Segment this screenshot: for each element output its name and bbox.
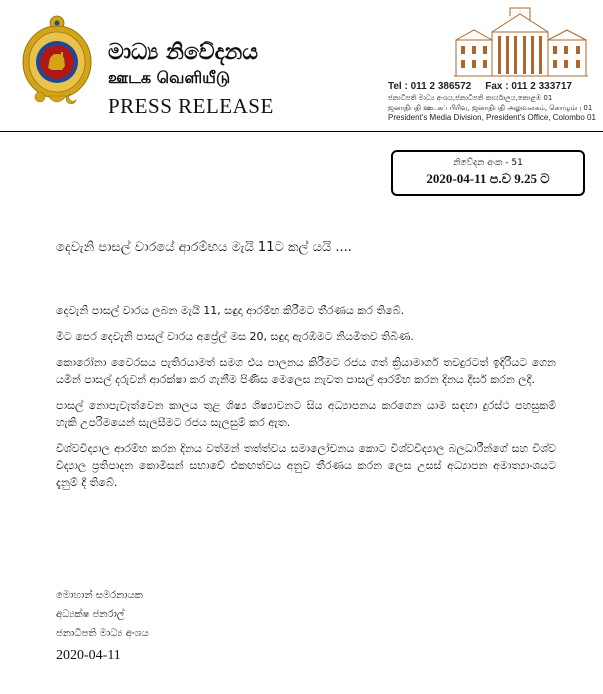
paragraph: කොරෝනා වෛරසය පැතිරයාමත් සමග එය පාලනය කිරීමට රජය ගත් ක්‍රියාමාර්ග තවදුරටත් ඉදිරියට ගෙන යමින් පාසල් දරුවන් ආරක්ෂා කර ගැනීම පිණිස මෙලෙස නැවත පාසල් ආරම්භ කරන දිනය දීර්ඝ කරන ලදී. — [56, 356, 556, 386]
contact-block — [388, 82, 598, 123]
address-sinhala: ජනාධිපති මාධ්‍ය අංශය,ජනාධිපති කාර්යාලය,කොළඹ 01 — [388, 94, 553, 102]
paragraph: විශ්වවිද්‍යාල ආරම්භ කරන දිනය වත්මන් තත්ත්වය සමාලෝචනය කොට විශ්වවිද්‍යාල බලධාරීන්ගේ සහ විශ්ව විද්‍යාල ප්‍රතිපාදන කොමිසන් සභාවේ එකඟත්වය අනුව තීරණය කරන ලෙස උසස් අධ්‍යාපන අමාත්‍යාංශයට දැනුම් දී තිබේ. — [56, 442, 556, 489]
address-english: President's Media Division, President's Office, Colombo 01 — [388, 113, 596, 122]
paragraph: පාසල් නොපැවැත්වෙන කාලය තුළ ශිෂ්‍ය ශිෂ්‍යාවනට සිය අධ්‍යාපනය කරගෙන යාම සඳහා දුරස්ථ පහසුකම් හැකි උපරිමයෙන් සැලසීමට රජය සැලසුම් කර ඇත. — [56, 399, 556, 429]
release-date-time: 2020-04-11 ප.ව 9.25 ට — [426, 171, 550, 186]
body-text — [56, 302, 556, 500]
presidents-office-building-illustration — [452, 6, 590, 78]
title-sinhala: මාධ්‍ය නිවේදනය — [108, 40, 259, 65]
headline: දෙවැනි පාසල් වාරයේ ආරම්භය මැයි 11ට කල් යයි .... — [56, 240, 352, 255]
title-english: PRESS RELEASE — [108, 94, 274, 118]
footer-date: 2020-04-11 — [56, 648, 121, 663]
paragraph: මීට පෙර දෙවැනි පාසල් වාරය අප්‍රේල් මස 20, සඳුදා ඇරඹීමට නියමිතව තිබිණ. — [56, 330, 414, 343]
signature-block — [56, 586, 149, 643]
sri-lanka-emblem — [18, 14, 96, 110]
title-tamil: ஊடக வெளியீடு — [108, 68, 231, 87]
header-divider — [0, 131, 603, 132]
release-number: නිවේදන අංක - 51 — [453, 158, 523, 168]
signatory-title: අධ්‍යක්ෂ ජනරාල් — [56, 609, 125, 620]
address-tamil: ஜனாதிபதி ஊடகப் பிரிவு, ஜனாதிபதி அலுவலகம், கொழும்பு 01 — [388, 104, 593, 112]
fax-number: Fax : 011 2 333717 — [485, 81, 572, 92]
release-number-box — [391, 150, 585, 196]
paragraph: දෙවැනි පාසල් වාරය ලබන මැයි 11, සඳුදා ආරම්භ කිරීමට තීරණය කර තිබේ. — [56, 304, 405, 317]
signatory-name: මොහාන් සමරනායක — [56, 590, 143, 601]
signatory-office: ජනාධිපති මාධ්‍ය අංශය — [56, 628, 149, 639]
telephone-number: Tel : 011 2 386572 — [388, 81, 472, 92]
phone-fax-line — [388, 82, 598, 92]
